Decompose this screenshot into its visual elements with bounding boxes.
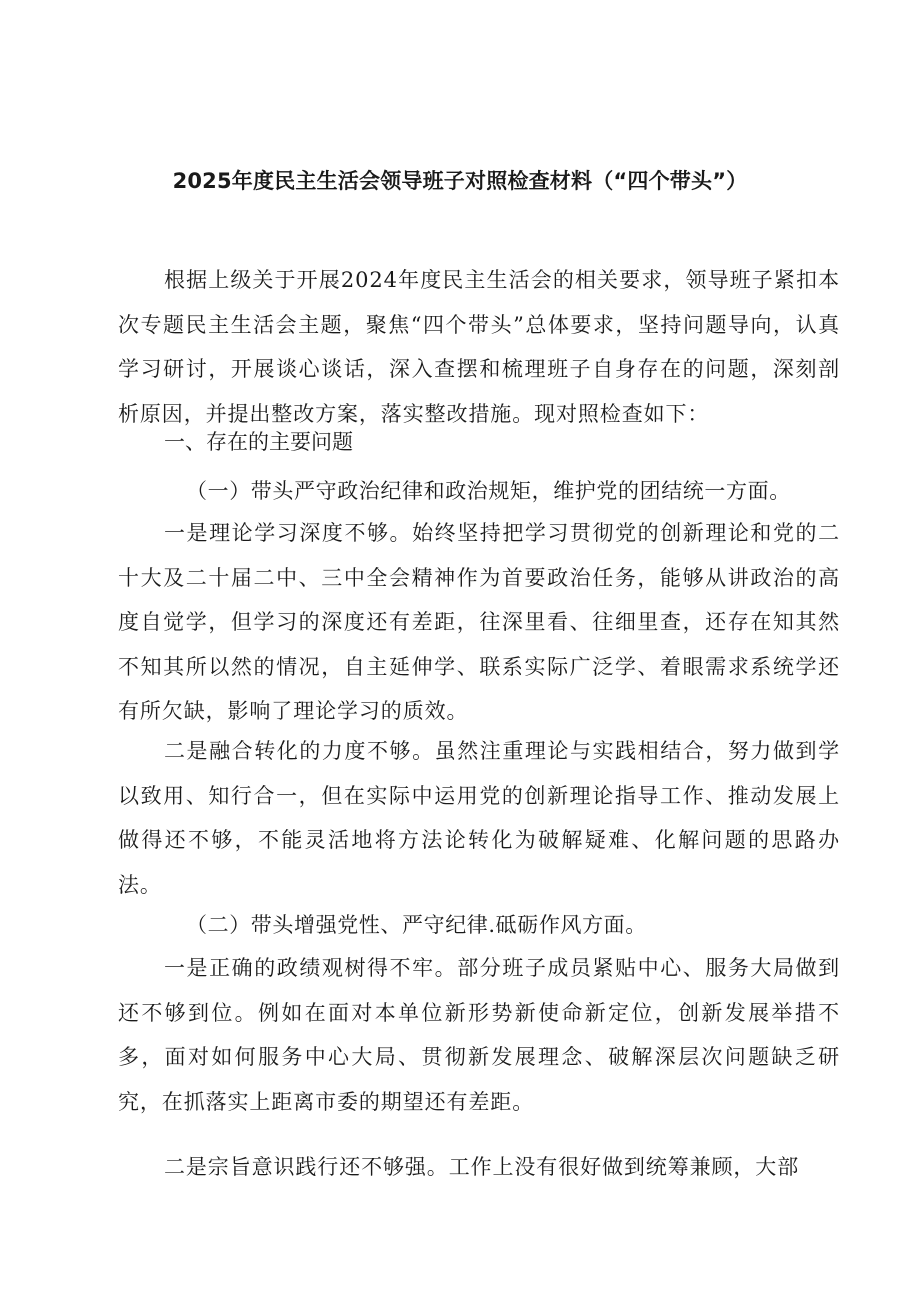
intro-paragraph: 根据上级关于开展2024年度民主生活会的相关要求，领导班子紧扣本次专题民主生活会主题，聚焦“四个带头”总体要求，坚持问题导向，认真学习研讨，开展谈心谈话，深入查摆和梳理班子自身存在的问题，深刻剖析原因，并提出整改方案，落实整改措施。现对照检查如下：: [118, 268, 840, 426]
subsection-heading-1: （一）带头严守政治纪律和政治规矩，维护党的团结统一方面。: [186, 479, 791, 503]
section-heading-problems: 一、存在的主要问题: [164, 430, 353, 454]
paragraph-performance-view: 一是正确的政绩观树得不牢。部分班子成员紧贴中心、服务大局做到还不够到位。例如在面对本单位新形势新使命新定位，创新发展举措不多，面对如何服务中心大局、贯彻新发展理念、破解深层次问题缺乏研究，在抓落实上距离市委的期望还有差距。: [118, 956, 840, 1114]
paragraph-purpose-awareness: 二是宗旨意识践行还不够强。工作上没有很好做到统筹兼顾，大部: [164, 1155, 800, 1179]
paragraph-theory-study: 一是理论学习深度不够。始终坚持把学习贯彻党的创新理论和党的二十大及二十届二中、三中全会精神作为首要政治任务，能够从讲政治的高度自觉学，但学习的深度还有差距，往深里看、往细里查，还存在知其然不知其所以然的情况，自主延伸学、联系实际广泛学、着眼需求系统学还有所欠缺，影响了理论学习的质效。: [118, 521, 840, 723]
paragraph-integration: 二是融合转化的力度不够。虽然注重理论与实践相结合，努力做到学以致用、知行合一，但在实际中运用党的创新理论指导工作、推动发展上做得还不够，不能灵活地将方法论转化为破解疑难、化解问题的思路办法。: [118, 739, 840, 897]
document-title: 2025年度民主生活会领导班子对照检查材料（“四个带头”）: [172, 169, 748, 193]
subsection-heading-2: （二）带头增强党性、严守纪律.砥砺作风方面。: [186, 913, 647, 937]
